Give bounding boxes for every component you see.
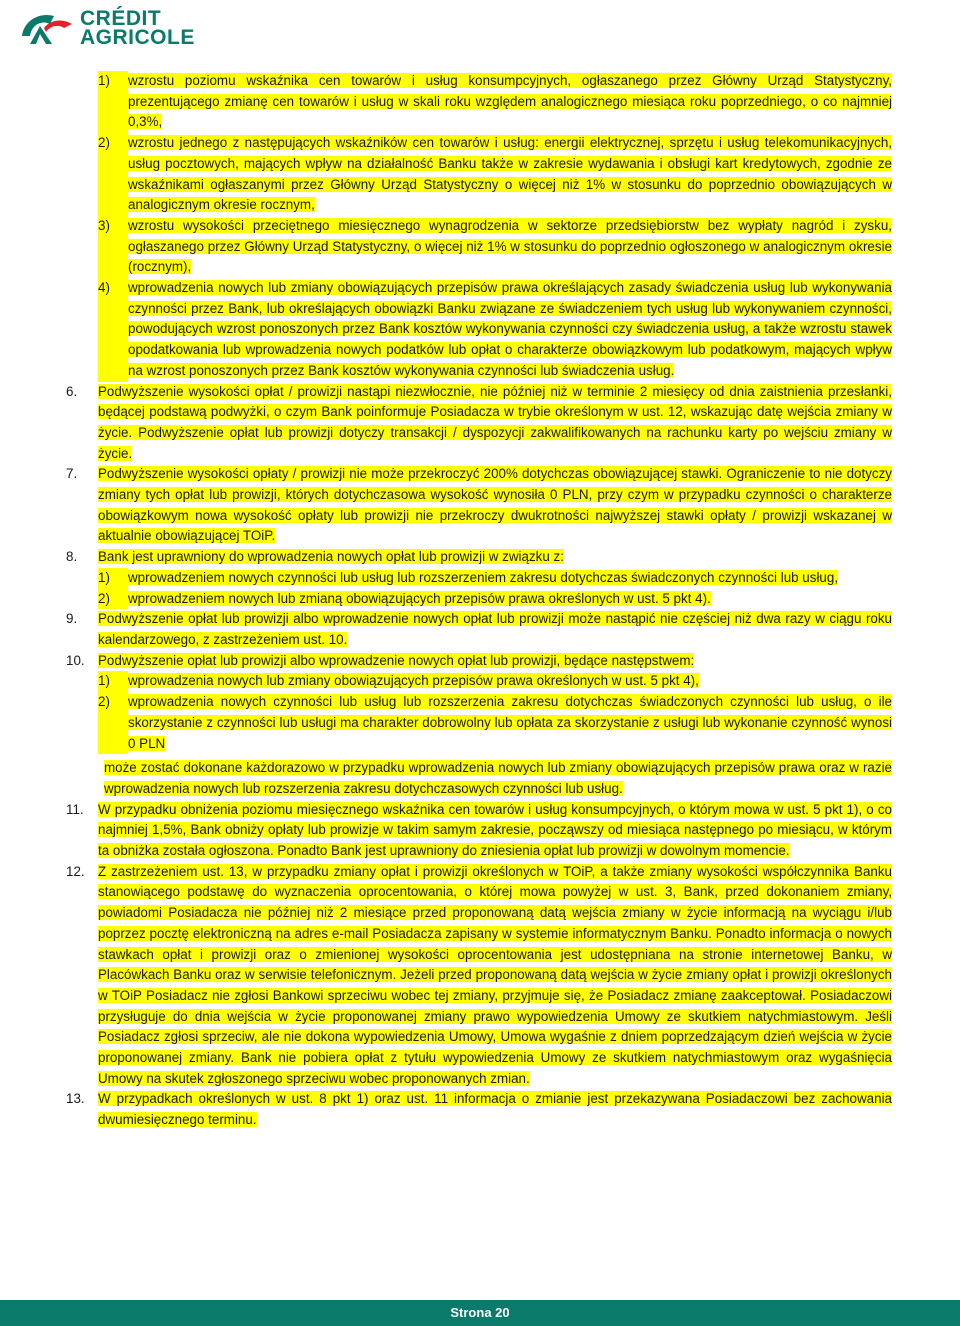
paragraph-text: Z zastrzeżeniem ust. 13, w przypadku zmiany opłat i prowizji określonych w TOiP, a także zmiany wysokości współczynnika Banku stanowiącego podstawę do wyznaczenia oprocentowania, o której mowa powyżej w ust. 3, Bank, przed dokonaniem zmiany, powiadomi Posiadacza nie później niż 2 miesiące przed proponowaną datą wejścia zmiany w życie informacją na wyciągu i/lub poprzez pocztę elektroniczną na adres e-mail Posiadacza zapisany w systemie informatycznym Banku. Ponadto informacja o nowych stawkach opłat i prowizji oraz o zmienionej wysokości oprocentowania jest udostępniana na stronie internetowej Banku, w Placówkach Banku oraz w serwisie telefonicznym. Jeżeli przed proponowaną datą wejścia w życie zmiany opłat i prowizji określonych w TOiP Posiadacz nie zgłosi Bankowi sprzeciwu wobec tej zmiany, przyjmuje się, że Posiadacz zmianę zaakceptował. Posiadaczowi przysługuje do dnia wejścia w życie proponowanej zmiany prawo wypowiedzenia Umowy ze skutkiem natychmiastowym. Jeśli Posiadacz zgłosi sprzeciw, ale nie dokona wypowiedzenia Umowy, Umowa wygaśnie z dniem poprzedzającym dzień wejścia w życie proponowanej zmiany. Bank nie pobiera opłat z tytułu wypowiedzenia Umowy ze skutkiem natychmiastowym oraz wygaśnięcia Umowy na skutek zgłoszonego sprzeciwu wobec proponowanych zmian. [98,863,892,1086]
paragraph-11 [66,800,892,862]
paragraph-number: 6. [66,383,78,399]
list-item [98,278,892,382]
paragraph-number: 11. [66,801,84,817]
paragraph-number: 9. [66,611,78,627]
list-item [98,216,892,278]
list-item [98,692,892,754]
item-text: wprowadzenia nowych lub zmiany obowiązujących przepisów prawa określających zasady świadczenia usług lub wykonywania czynności przez Bank, lub określających obowiązki Banku związane ze świadczeniem tych usług lub wykonywaniem czynności, powodujących wzrost ponoszonych przez Bank kosztów wykonywania czynności czy świadczenia usług, a także wzrostu stawek opodatkowania lub wprowadzenia nowych podatków lub opłat o charakterze obowiązkowym lub podatkowym, mających wpływ na wzrost ponoszonych przez Bank kosztów wykonywania czynności lub świadczenia usług. [128,280,892,378]
list-item [98,589,892,610]
paragraph-8 [66,547,892,568]
page-footer [0,1300,960,1326]
paragraph-10 [66,651,892,672]
item-number: 2) [98,133,128,216]
paragraph-text: Bank jest uprawniony do wprowadzenia nowych opłat lub prowizji w związku z: [98,549,564,565]
item-text: wzrostu jednego z następujących wskaźników cen towarów i usług: energii elektrycznej, sprzętu i usług telekomunikacyjnych, usług pocztowych, mających wpływ na działalność Banku także w zakresie wydawania i obsługi kart kredytowych, zgodnie ze wskaźnikami ogłaszanymi przez Główny Urząd Statystyczny o więcej niż 1% w stosunku do poprzednio obowiązujących w analogicznym okresie rocznym, [128,135,892,213]
paragraph-7 [66,464,892,547]
item-text: wprowadzeniem nowych lub zmianą obowiązujących przepisów prawa określonych w ust. 5 pkt 4). [128,590,711,606]
item-number: 2) [98,589,128,610]
brand-logo [14,6,195,50]
paragraph-10-tail [104,758,892,799]
item-text: wprowadzenia nowych czynności lub usług lub rozszerzenia zakresu dotychczas świadczonych czynności lub usług, o ile skorzystanie z czynności lub usługi ma charakter dobrowolny lub opłata za skorzystanie z usługi lub wykonanie czynność wynosi 0 PLN [128,694,892,751]
item-number: 2) [98,692,128,754]
paragraph-number: 7. [66,466,78,482]
list-item [98,671,892,692]
paragraph-text: W przypadkach określonych w ust. 8 pkt 1) oraz ust. 11 informacja o zmianie jest przekazywana Posiadaczowi bez zachowania dwumiesięcznego terminu. [98,1091,892,1128]
item-text: wzrostu wysokości przeciętnego miesięcznego wynagrodzenia w sektorze przedsiębiorstw bez wypłaty nagród i zysku, ogłaszanego przez Główny Urząd Statystyczny, o więcej niż 1% w stosunku do poprzednio ogłoszonego w analogicznym okresie (rocznym), [128,217,892,275]
list-item [98,568,892,589]
paragraph-number: 12. [66,863,85,879]
paragraph-9 [66,609,892,650]
paragraph-6 [66,382,892,465]
paragraph-number: 8. [66,549,78,565]
paragraph-text: Podwyższenie opłat lub prowizji albo wprowadzenie nowych opłat lub prowizji, będące następstwem: [98,652,695,668]
item-number: 1) [98,71,128,133]
paragraph-text: Podwyższenie wysokości opłat / prowizji nastąpi niezwłocznie, nie później niż w terminie 2 miesięcy od dnia zaistnienia przesłanki, będącej podstawą podwyżki, o czym Bank poinformuje Posiadacza w trybie określonym w ust. 12, wskazując datę wejścia zmiany w życie. Podwyższenie opłat lub prowizji dotyczy transakcji / dyspozycji zakwalifikowanych na rachunku karty po wejściu zmiany w życie. [98,383,892,461]
paragraph-text: W przypadku obniżenia poziomu miesięcznego wskaźnika cen towarów i usług konsumpcyjnych, o którym mowa w ust. 5 pkt 1), o co najmniej 1,5%, Bank obniży opłaty lub prowizje w takim samym zakresie, począwszy od miesiąca następnego po miesiącu, w którym ta obniżka została ogłoszona. Ponadto Bank jest uprawniony do zniesienia opłat lub prowizji w dowolnym momencie. [98,801,892,859]
item-text: wzrostu poziomu wskaźnika cen towarów i usług konsumpcyjnych, ogłaszanego przez Główny Urząd Statystyczny, prezentującego zmianę cen towarów i usług w skali roku względem analogicznego miesiąca roku poprzedniego, o co najmniej 0,3%, [128,73,892,130]
document-body [66,71,892,1131]
paragraph-13 [66,1089,892,1130]
item-text: wprowadzeniem nowych czynności lub usług lub rozszerzeniem zakresu dotychczas świadczonych czynności lub usług, [128,569,839,585]
logo-wordmark [80,9,195,47]
paragraph-number: 13. [66,1091,85,1107]
logo-line-1: CRÉDIT [80,7,162,30]
item-text: wprowadzenia nowych lub zmiany obowiązujących przepisów prawa określonych w ust. 5 pkt 4), [128,673,699,689]
item-number: 3) [98,216,128,278]
paragraph-12 [66,862,892,1090]
credit-agricole-logo-icon [14,6,76,50]
paragraph-text: może zostać dokonane każdorazowo w przypadku wprowadzenia nowych lub zmiany obowiązujących przepisów prawa oraz w razie wprowadzenia nowych lub rozszerzenia zakresu dotychczasowych czynności lub usług. [104,760,892,796]
page-number: Strona 20 [450,1305,510,1320]
item-number: 1) [98,568,128,589]
list-item [98,133,892,216]
paragraph-text: Podwyższenie wysokości opłaty / prowizji nie może przekroczyć 200% dotychczas obowiązującej stawki. Ograniczenie to nie dotyczy zmiany tych opłat lub prowizji, których dotychczasowa wysokość wynosiła 0 PLN, przy czym w przypadku czynności o charakterze obowiązkowym nowa wysokość opłaty lub prowizji nie przekroczy dwukrotności najwyższej stawki opłaty / prowizji wskazanej w aktualnie obowiązującej TOiP. [98,466,892,544]
item-number: 4) [98,278,128,382]
list-item [98,71,892,133]
logo-line-2: AGRICOLE [80,26,195,49]
item-number: 1) [98,671,128,692]
paragraph-number: 10. [66,652,85,668]
paragraph-text: Podwyższenie opłat lub prowizji albo wprowadzenie nowych opłat lub prowizji może nastąpić nie częściej niż dwa razy w ciągu roku kalendarzowego, z zastrzeżeniem ust. 10. [98,611,892,647]
